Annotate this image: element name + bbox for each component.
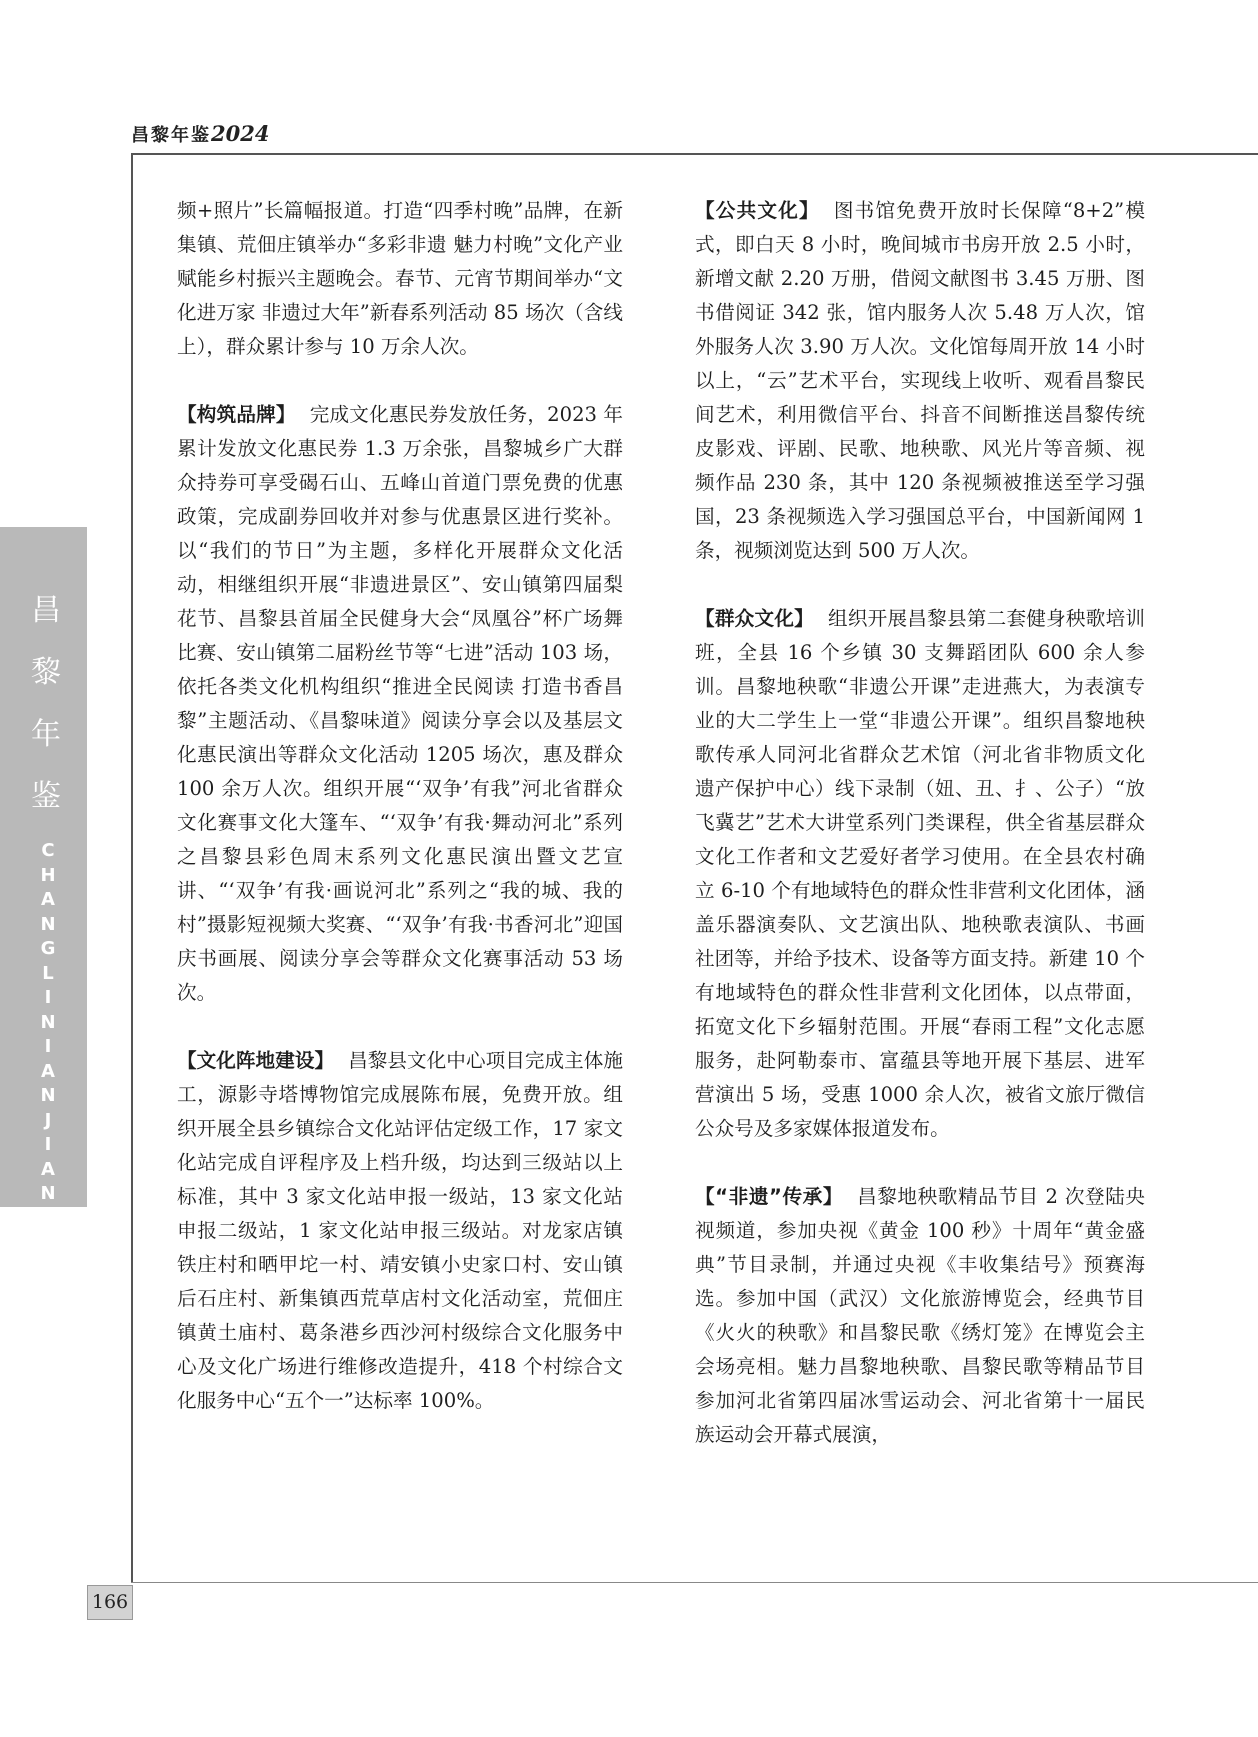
- paragraph: [177, 398, 623, 1010]
- book-year: 2024: [211, 121, 270, 146]
- pinyin-letter: N: [40, 1011, 56, 1033]
- side-tab-title: [26, 585, 66, 833]
- paragraph: [177, 1044, 623, 1418]
- pinyin-letter: I: [44, 1036, 52, 1057]
- side-title-char: 年: [31, 717, 61, 752]
- paragraph-text: 完成文化惠民券发放任务，2023 年累计发放文化惠民券 1.3 万余张，昌黎城乡广大群众持券可享受碣石山、五峰山首道门票免费的优惠政策，完成副券回收并对参与优惠景区进行奖补。以“我们的节日”为主题，多样化开展群众文化活动，相继组织开展“非遗进景区”、安山镇第四届梨花节、昌黎县首届全民健身大会“凤凰谷”杯广场舞比赛、安山镇第二届粉丝节等“七进”活动 103 场，依托各类文化机构组织“推进全民阅读 打造书香昌黎”主题活动、《昌黎味道》阅读分享会以及基层文化惠民演出等群众文化活动 1205 场次，惠及群众 100 余万人次。组织开展“‘双争’有我”河北省群众文化赛事文化大篷车、“‘双争’有我·舞动河北”系列之昌黎县彩色周末系列文化惠民演出暨文艺宣讲、“‘双争’有我·画说河北”系列之“我的城、我的村”摄影短视频大奖赛、“‘双争’有我·书香河北”迎国庆书画展、阅读分享会等群众文化赛事活动 53 场次。: [177, 403, 624, 1004]
- section-heading: 【“非遗”传承】: [695, 1185, 844, 1208]
- pinyin-letter: I: [44, 1134, 52, 1155]
- pinyin-letter: A: [41, 1158, 55, 1180]
- pinyin-letter: N: [40, 913, 56, 935]
- running-header: [131, 121, 269, 147]
- paragraph-text: 组织开展昌黎县第二套健身秧歌培训班，全县 16 个乡镇 30 支舞蹈团队 600 余人参训。昌黎地秧歌“非遗公开课”走进燕大，为表演专业的大二学生上一堂“非遗公开课”。组织昌黎地秧歌传承人同河北省群众艺术馆（河北省非物质文化遗产保护中心）线下录制（妞、丑、扌、公子）“放飞冀艺”艺术大讲堂系列门类课程，供全省基层群众文化工作者和文艺爱好者学习使用。在全县农村确立 6-10 个有地域特色的群众性非营利文化团体，涵盖乐器演奏队、文艺演出队、地秧歌表演队、书画社团等，并给予技术、设备等方面支持。新建 10 个有地域特色的群众性非营利文化团体，以点带面，拓宽文化下乡辐射范围。开展“春雨工程”文化志愿服务，赴阿勒泰市、富蕴县等地开展下基层、进军营演出 5 场，受惠 1000 余人次，被省文旅厅微信公众号及多家媒体报道发布。: [695, 607, 1146, 1140]
- pinyin-letter: N: [40, 1085, 56, 1106]
- paragraph: [695, 602, 1145, 1146]
- paragraph-text: 昌黎县文化中心项目完成主体施工，源影寺塔博物馆完成展陈布展，免费开放。组织开展全县乡镇综合文化站评估定级工作，17 家文化站完成自评程序及上档升级，均达到三级站以上标准，其中 3 家文化站申报一级站，13 家文化站申报二级站，1 家文化站申报三级站。对龙家店镇铁庄村和晒甲坨一村、靖安镇小史家口村、安山镇后石庄村、新集镇西荒草店村文化活动室，荒佃庄镇黄土庙村、葛条港乡西沙河村级综合文化服务中心及文化广场进行维修改造提升，418 个村综合文化服务中心“五个一”达标率 100%。: [177, 1049, 624, 1412]
- frame-left-rule: [131, 153, 133, 1583]
- paragraph-text: 昌黎地秧歌精品节目 2 次登陆央视频道，参加央视《黄金 100 秒》十周年“黄金盛典”节目录制，并通过央视《丰收集结号》预赛海选。参加中国（武汉）文化旅游博览会，经典节目《火火的秧歌》和昌黎民歌《绣灯笼》在博览会主会场亮相。魅力昌黎地秧歌、昌黎民歌等精品节目参加河北省第四届冰雪运动会、河北省第十一届民族运动会开幕式展演，: [695, 1185, 1145, 1446]
- pinyin-letter: J: [44, 1109, 52, 1131]
- pinyin-letter: C: [41, 840, 55, 861]
- paragraph: [695, 1180, 1145, 1452]
- page-number: 166: [87, 1585, 133, 1620]
- pinyin-letter: N: [40, 1183, 56, 1204]
- paragraph: [695, 194, 1145, 568]
- pinyin-letter: L: [42, 962, 54, 984]
- pinyin-letter: A: [41, 889, 55, 910]
- paragraph-text: 图书馆免费开放时长保障“8+2”模式，即白天 8 小时，晚间城市书房开放 2.5 小时，新增文献 2.20 万册，借阅文献图书 3.45 万册、图书借阅证 342 张，馆内服务人次 5.48 万人次，馆外服务人次 3.90 万人次。文化馆每周开放 14 小时以上，“云”艺术平台，实现线上收听、观看昌黎民间艺术，利用微信平台、抖音不间断推送昌黎传统皮影戏、评剧、民歌、地秧歌、风光片等音频、视频作品 230 条，其中 120 条视频被推送至学习强国，23 条视频选入学习强国总平台，中国新闻网 1 条，视频浏览达到 500 万人次。: [695, 199, 1145, 562]
- section-heading: 【文化阵地建设】: [177, 1049, 335, 1072]
- right-column: [695, 194, 1145, 1452]
- frame-top-rule: [131, 153, 1258, 155]
- frame-bottom-rule: [131, 1582, 1258, 1583]
- side-tab-pinyin: [36, 840, 60, 1208]
- paragraph: [177, 194, 623, 364]
- paragraph-text: 频+照片”长篇幅报道。打造“四季村晚”品牌，在新集镇、荒佃庄镇举办“多彩非遗 魅力村晚”文化产业赋能乡村振兴主题晚会。春节、元宵节期间举办“文化进万家 非遗过大年”新春系列活动 85 场次（含线上），群众累计参与 10 万余人次。: [177, 199, 623, 358]
- pinyin-letter: H: [40, 864, 56, 886]
- section-heading: 【群众文化】: [695, 607, 814, 630]
- left-column: [177, 194, 623, 1418]
- side-title-char: 昌: [31, 593, 61, 628]
- section-heading: 【构筑品牌】: [177, 403, 296, 426]
- side-title-char: 黎: [31, 655, 61, 690]
- pinyin-letter: A: [41, 1060, 55, 1082]
- side-title-char: 鉴: [31, 779, 61, 814]
- section-heading: 【公共文化】: [695, 199, 820, 222]
- pinyin-letter: G: [40, 938, 56, 959]
- pinyin-letter: I: [44, 987, 52, 1008]
- book-title: 昌黎年鉴: [131, 125, 211, 146]
